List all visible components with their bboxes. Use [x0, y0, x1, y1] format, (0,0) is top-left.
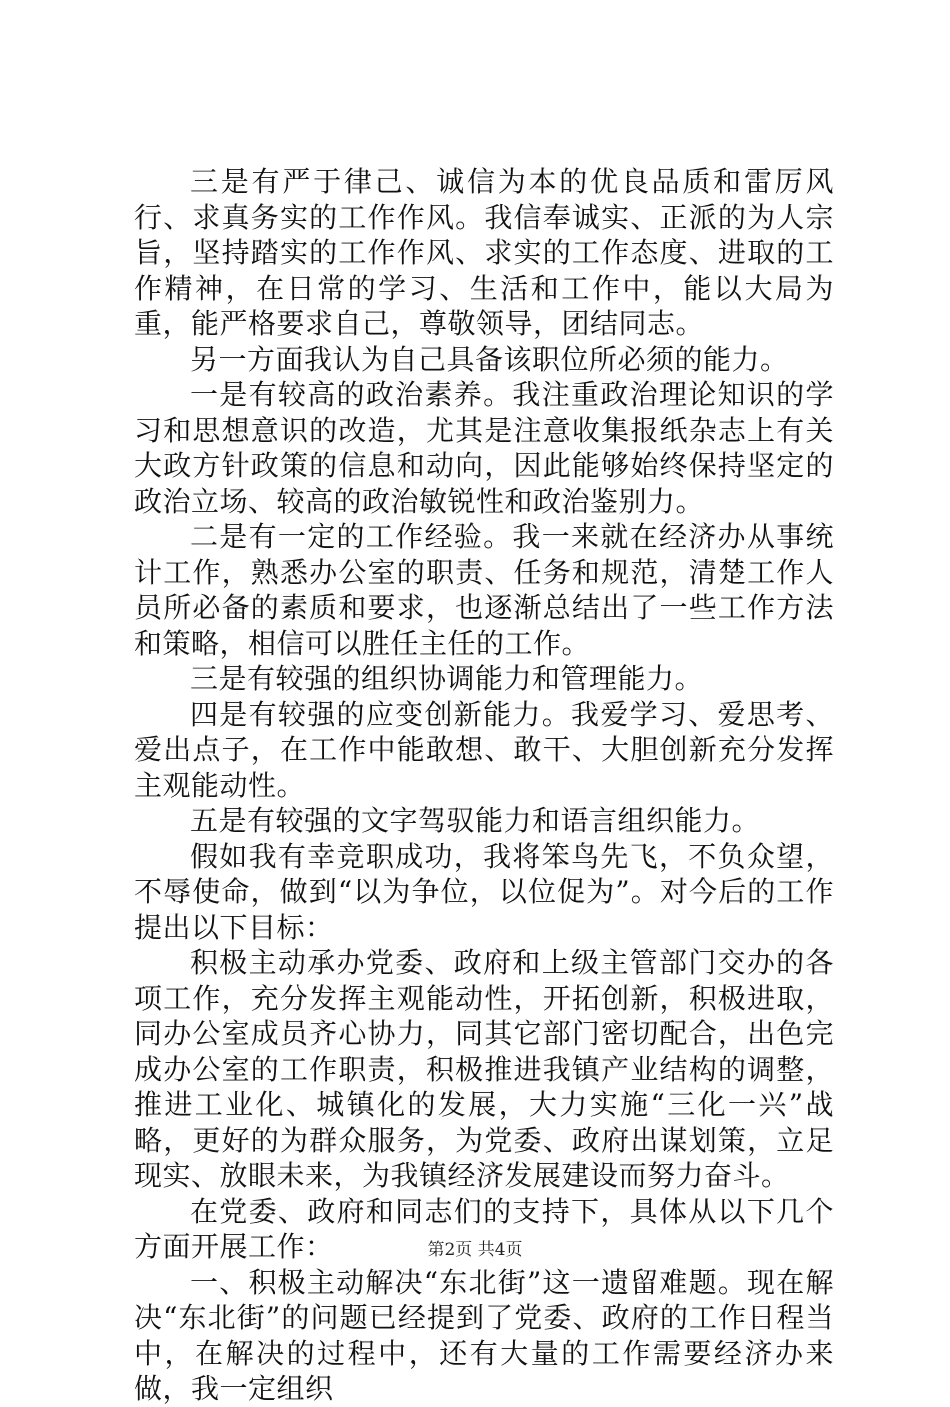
paragraph-goals-intro: 假如我有幸竞职成功，我将笨鸟先飞，不负众望，不辱使命，做到“以为争位，以位促为”。对今后的工作提出以下目标： — [134, 839, 834, 944]
paragraph-political-literacy: 一是有较高的政治素养。我注重政治理论知识的学习和思想意识的改造，尤其是注意收集报纸杂志上有关大政方针政策的信息和动向，因此能够始终保持坚定的政治立场、较高的政治敏锐性和政治鉴别力。 — [134, 378, 834, 518]
paragraph-innovation: 四是有较强的应变创新能力。我爱学习、爱思考、爱出点子，在工作中能敢想、敢干、大胆创新充分发挥主观能动性。 — [134, 697, 834, 802]
paragraph-work-experience: 二是有一定的工作经验。我一来就在经济办从事统计工作，熟悉办公室的职责、任务和规范，清楚工作人员所必备的素质和要求，也逐渐总结出了一些工作方法和策略，相信可以胜任主任的工作。 — [134, 520, 834, 660]
body-text — [134, 164, 834, 1407]
paragraph-goals: 积极主动承办党委、政府和上级主管部门交办的各项工作，充分发挥主观能动性，开拓创新，积极进取，同办公室成员齐心协力，同其它部门密切配合，出色完成办公室的工作职责，积极推进我镇产业结构的调整，推进工业化、城镇化的发展，大力实施“三化一兴”战略，更好的为群众服务，为党委、政府出谋划策，立足现实、放眼未来，为我镇经济发展建设而努力奋斗。 — [134, 946, 834, 1192]
paragraph-ability-intro: 另一方面我认为自己具备该职位所必须的能力。 — [190, 342, 789, 376]
paragraph-coordination: 三是有较强的组织协调能力和管理能力。 — [190, 662, 704, 695]
page-footer: 第2页 共4页 — [427, 1240, 523, 1260]
paragraph-work-item-1: 一、积极主动解决“东北街”这一遗留难题。现在解决“东北街”的问题已经提到了党委、政府的工作日程当中，在解决的过程中，还有大量的工作需要经济办来做，我一定组织 — [134, 1265, 834, 1405]
paragraph-work-plan-intro: 在党委、政府和同志们的支持下，具体从以下几个方面开展工作： — [134, 1194, 834, 1263]
paragraph-integrity: 三是有严于律己、诚信为本的优良品质和雷厉风行、求真务实的工作作风。我信奉诚实、正派的为人宗旨，坚持踏实的工作作风、求实的工作态度、进取的工作精神，在日常的学习、生活和工作中，能以大局为重，能严格要求自己，尊敬领导，团结同志。 — [134, 165, 834, 340]
paragraph-writing: 五是有较强的文字驾驭能力和语言组织能力。 — [190, 804, 761, 837]
